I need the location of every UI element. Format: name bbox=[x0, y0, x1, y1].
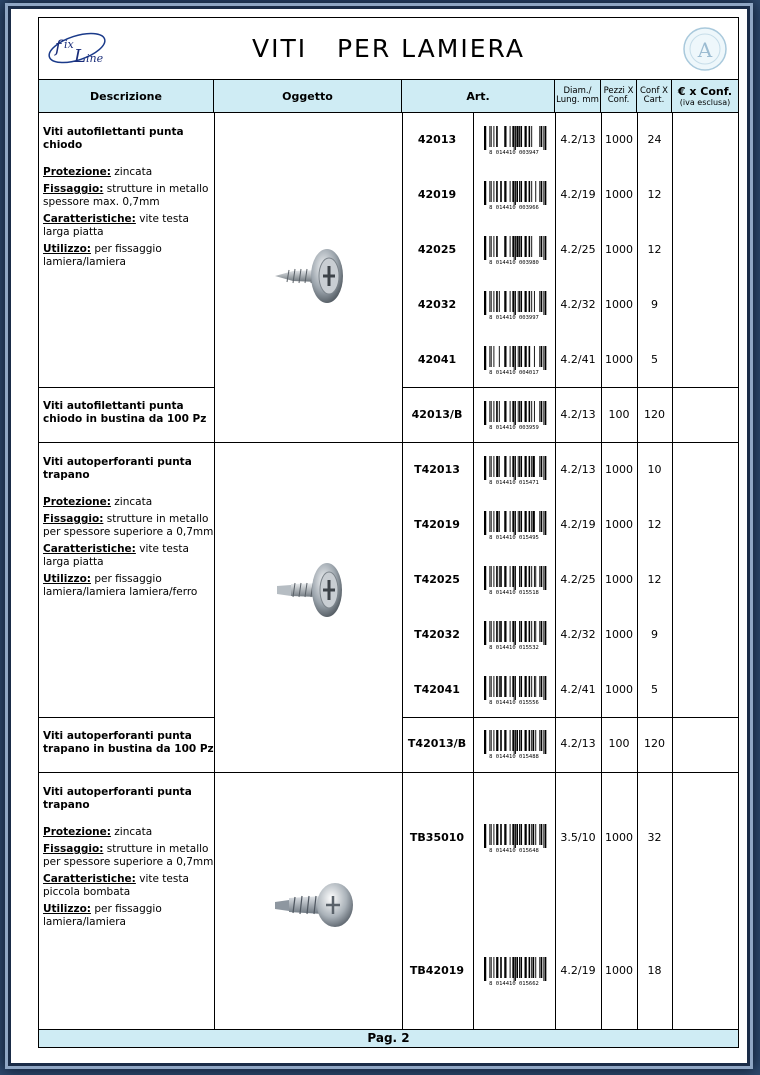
page-header bbox=[39, 18, 738, 80]
detail-value: per fissaggio lamiera/lamiera bbox=[43, 243, 162, 268]
group-title: Viti autoperforanti punta trapano bbox=[43, 786, 192, 811]
barcode-digits: 8 014410 015488 bbox=[489, 754, 539, 759]
grid-line bbox=[39, 442, 738, 443]
cell-pezzi: 100 bbox=[608, 408, 630, 421]
group-description bbox=[43, 400, 215, 426]
group-title: Viti autofilettanti punta chiodo bbox=[43, 126, 184, 151]
barcode-digits: 8 014410 003997 bbox=[489, 315, 539, 320]
cell-pezzi: 100 bbox=[608, 737, 630, 750]
seal-a-icon bbox=[682, 26, 728, 72]
barcode-digits: 8 014410 015495 bbox=[489, 535, 539, 540]
article-code: T42032 bbox=[414, 628, 460, 641]
col-price bbox=[672, 80, 738, 112]
col-price-sub: (iva esclusa) bbox=[679, 98, 731, 107]
cell-diam: 4.2/32 bbox=[560, 298, 596, 311]
detail-key: Fissaggio: bbox=[43, 843, 104, 855]
detail-value: strutture in metallo per spessore superiore a 0,7mm bbox=[43, 513, 214, 538]
grid-line bbox=[402, 387, 738, 388]
cell-diam: 4.2/41 bbox=[560, 683, 596, 696]
detail-value: strutture in metallo per spessore superiore a 0,7mm bbox=[43, 843, 214, 868]
barcode-digits: 8 014410 003959 bbox=[489, 425, 539, 430]
barcode-icon bbox=[480, 235, 548, 265]
group-description bbox=[43, 786, 215, 933]
article-code: T42013/B bbox=[407, 737, 467, 750]
cell-pezzi: 1000 bbox=[605, 463, 633, 476]
article-code: 42025 bbox=[417, 243, 457, 256]
page-footer: Pag. 2 bbox=[39, 1029, 738, 1047]
group-title: Viti autofilettanti punta chiodo in bustina da 100 Pz bbox=[43, 400, 207, 425]
cell-diam: 4.2/13 bbox=[560, 408, 596, 421]
cell-conf: 5 bbox=[651, 683, 658, 696]
grid-line bbox=[402, 717, 738, 718]
detail-value: vite testa larga piatta bbox=[43, 543, 189, 568]
barcode-icon bbox=[480, 125, 548, 155]
cell-diam: 4.2/32 bbox=[560, 628, 596, 641]
cell-pezzi: 1000 bbox=[605, 831, 633, 844]
cell-conf: 10 bbox=[647, 463, 662, 476]
cell-conf: 120 bbox=[644, 408, 665, 421]
cell-pezzi: 1000 bbox=[605, 298, 633, 311]
barcode-icon bbox=[480, 180, 548, 210]
cell-diam: 4.2/19 bbox=[560, 518, 596, 531]
catalog-sheet bbox=[38, 17, 739, 1048]
cell-diam: 4.2/19 bbox=[560, 188, 596, 201]
col-art: Art. bbox=[402, 80, 555, 112]
cell-diam: 4.2/13 bbox=[560, 737, 596, 750]
barcode-icon bbox=[480, 455, 548, 485]
cell-conf: 32 bbox=[647, 831, 662, 844]
barcode-digits: 8 014410 015648 bbox=[489, 848, 539, 853]
grid-line bbox=[39, 387, 214, 388]
cell-conf: 18 bbox=[647, 964, 662, 977]
detail-key: Caratteristiche: bbox=[43, 543, 136, 555]
grid-line bbox=[39, 717, 214, 718]
barcode-icon bbox=[480, 290, 548, 320]
detail-key: Protezione: bbox=[43, 826, 111, 838]
article-code: 42013 bbox=[417, 133, 457, 146]
cell-conf: 12 bbox=[647, 188, 662, 201]
detail-key: Caratteristiche: bbox=[43, 873, 136, 885]
article-code: T42041 bbox=[414, 683, 460, 696]
cell-pezzi: 1000 bbox=[605, 243, 633, 256]
cell-conf: 120 bbox=[644, 737, 665, 750]
col-descrizione: Descrizione bbox=[39, 80, 214, 112]
detail-key: Caratteristiche: bbox=[43, 213, 136, 225]
detail-value: strutture in metallo spessore max. 0,7mm bbox=[43, 183, 209, 208]
detail-value: zincata bbox=[110, 166, 153, 178]
article-code: 42041 bbox=[417, 353, 457, 366]
cell-diam: 4.2/19 bbox=[560, 964, 596, 977]
cell-pezzi: 1000 bbox=[605, 353, 633, 366]
article-code: 42032 bbox=[417, 298, 457, 311]
detail-value: zincata bbox=[110, 826, 153, 838]
col-diam: Diam./ Lung. mm bbox=[555, 80, 601, 112]
barcode-icon bbox=[480, 400, 548, 430]
header-divider bbox=[39, 112, 738, 113]
barcode-icon bbox=[480, 956, 548, 986]
drill-screw-icon bbox=[271, 560, 347, 620]
barcode-digits: 8 014410 015662 bbox=[489, 981, 539, 986]
cell-conf: 24 bbox=[647, 133, 662, 146]
barcode-icon bbox=[480, 510, 548, 540]
cell-diam: 4.2/13 bbox=[560, 463, 596, 476]
cell-pezzi: 1000 bbox=[605, 518, 633, 531]
detail-key: Protezione: bbox=[43, 496, 111, 508]
cell-pezzi: 1000 bbox=[605, 133, 633, 146]
grid-line bbox=[39, 772, 738, 773]
detail-value: vite testa larga piatta bbox=[43, 213, 189, 238]
group-title: Viti autoperforanti punta trapano in bustina da 100 Pz bbox=[43, 730, 214, 755]
cell-diam: 4.2/41 bbox=[560, 353, 596, 366]
detail-key: Utilizzo: bbox=[43, 903, 91, 915]
barcode-icon bbox=[480, 729, 548, 759]
barcode-digits: 8 014410 015471 bbox=[489, 480, 539, 485]
detail-key: Protezione: bbox=[43, 166, 111, 178]
cell-diam: 4.2/13 bbox=[560, 133, 596, 146]
barcode-digits: 8 014410 015556 bbox=[489, 700, 539, 705]
barcode-digits: 8 014410 003947 bbox=[489, 150, 539, 155]
svg-text:ine: ine bbox=[86, 52, 104, 65]
cell-pezzi: 1000 bbox=[605, 188, 633, 201]
detail-value: per fissaggio lamiera/lamiera lamiera/ferro bbox=[43, 573, 198, 598]
grid-line bbox=[672, 112, 673, 1029]
barcode-icon bbox=[480, 823, 548, 853]
barcode-digits: 8 014410 004017 bbox=[489, 370, 539, 375]
cell-pezzi: 1000 bbox=[605, 683, 633, 696]
col-price-main: € x Conf. bbox=[677, 85, 733, 98]
page-frame bbox=[8, 6, 750, 1066]
cell-conf: 12 bbox=[647, 518, 662, 531]
article-code: T42025 bbox=[414, 573, 460, 586]
barcode-digits: 8 014410 015518 bbox=[489, 590, 539, 595]
detail-value: per fissaggio lamiera/lamiera bbox=[43, 903, 162, 928]
grid-line bbox=[473, 112, 474, 1029]
round-head-drill-screw-icon bbox=[267, 874, 357, 934]
barcode-digits: 8 014410 015532 bbox=[489, 645, 539, 650]
cell-diam: 3.5/10 bbox=[560, 831, 596, 844]
barcode-icon bbox=[480, 620, 548, 650]
col-conf: Conf X Cart. bbox=[637, 80, 672, 112]
article-code: TB42019 bbox=[409, 964, 465, 977]
svg-text:f: f bbox=[55, 37, 62, 57]
barcode-icon bbox=[480, 675, 548, 705]
article-code: TB35010 bbox=[409, 831, 465, 844]
detail-value: zincata bbox=[110, 496, 153, 508]
cell-pezzi: 1000 bbox=[605, 964, 633, 977]
article-code: 42019 bbox=[417, 188, 457, 201]
pan-head-screw-icon bbox=[271, 246, 347, 306]
cell-conf: 9 bbox=[651, 298, 658, 311]
page-title: VITI PER LAMIERA bbox=[252, 34, 525, 63]
col-oggetto: Oggetto bbox=[214, 80, 402, 112]
svg-text:A: A bbox=[697, 38, 713, 62]
cell-diam: 4.2/25 bbox=[560, 573, 596, 586]
detail-key: Fissaggio: bbox=[43, 183, 104, 195]
barcode-digits: 8 014410 003966 bbox=[489, 205, 539, 210]
group-description bbox=[43, 456, 215, 603]
detail-value: vite testa piccola bombata bbox=[43, 873, 189, 898]
group-description bbox=[43, 126, 215, 273]
cell-diam: 4.2/25 bbox=[560, 243, 596, 256]
group-description bbox=[43, 730, 215, 756]
cell-pezzi: 1000 bbox=[605, 573, 633, 586]
article-code: T42013 bbox=[414, 463, 460, 476]
cell-conf: 9 bbox=[651, 628, 658, 641]
cell-conf: 12 bbox=[647, 573, 662, 586]
col-pezzi: Pezzi X Conf. bbox=[601, 80, 637, 112]
barcode-icon bbox=[480, 565, 548, 595]
barcode-icon bbox=[480, 345, 548, 375]
article-code: T42019 bbox=[414, 518, 460, 531]
detail-key: Utilizzo: bbox=[43, 243, 91, 255]
barcode-digits: 8 014410 003980 bbox=[489, 260, 539, 265]
svg-text:L: L bbox=[74, 46, 86, 67]
detail-key: Utilizzo: bbox=[43, 573, 91, 585]
group-title: Viti autoperforanti punta trapano bbox=[43, 456, 192, 481]
cell-pezzi: 1000 bbox=[605, 628, 633, 641]
cell-conf: 5 bbox=[651, 353, 658, 366]
article-code: 42013/B bbox=[411, 408, 463, 421]
svg-text:ix: ix bbox=[64, 38, 74, 51]
cell-conf: 12 bbox=[647, 243, 662, 256]
detail-key: Fissaggio: bbox=[43, 513, 104, 525]
